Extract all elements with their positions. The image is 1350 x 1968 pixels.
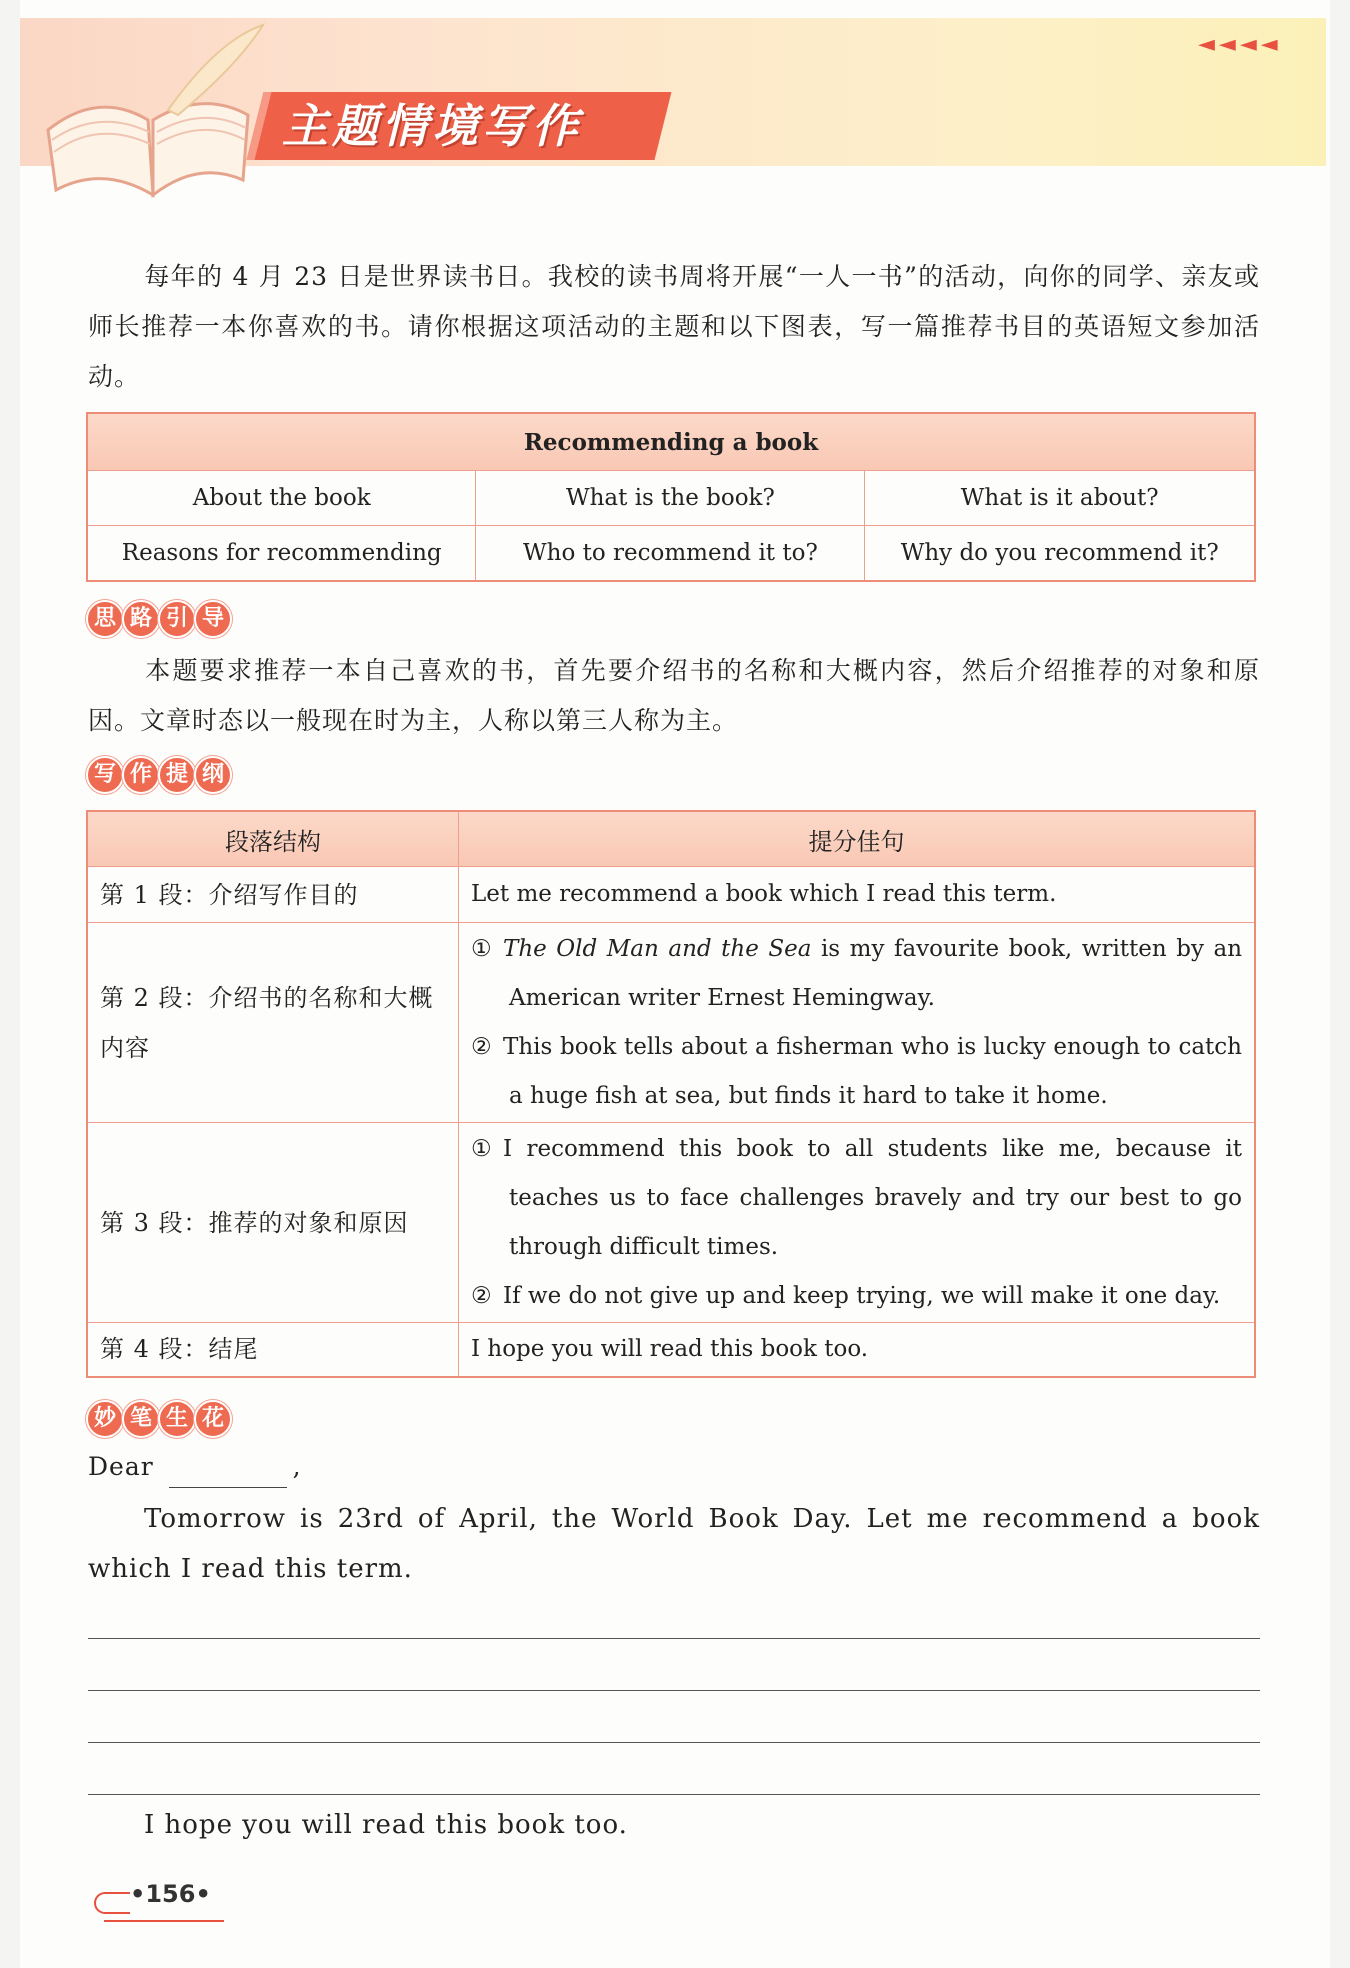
outline-label: 第 3 段：推荐的对象和原因 [87,1123,459,1323]
outline-sentence [471,925,1242,1023]
table-cell: About the book [87,471,476,526]
page-number: •156• [130,1880,211,1908]
outline-header-structure: 段落结构 [87,811,459,867]
writing-line[interactable] [88,1638,1260,1639]
outline-sentence: Let me recommend a book which I read this term. [459,867,1256,923]
outline-cell [459,923,1256,1123]
writing-line[interactable] [88,1690,1260,1691]
table-cell: What is it about? [865,471,1255,526]
tag-char: 妙 [86,1400,124,1438]
outline-cell [459,1123,1256,1323]
writing-line[interactable] [88,1742,1260,1743]
recommend-table [86,412,1256,582]
outline-table [86,810,1256,1378]
outline-sentence [471,1125,1242,1272]
table-cell: Who to recommend it to? [476,526,865,582]
opening-text: Tomorrow is 23rd of April, the World Book Day. Let me recommend a book which I read this term. [88,1504,1260,1584]
number-marker: ① [471,935,492,962]
table-cell: What is the book? [476,471,865,526]
recipient-blank[interactable] [169,1459,287,1488]
salutation [88,1446,1260,1488]
sentence-text: This book tells about a fisherman who is lucky enough to catch a huge fish at sea, but finds it hard to take it home. [503,1033,1242,1109]
outline-label: 第 1 段：介绍写作目的 [87,867,459,923]
decorative-arrows-icon: ◄◄◄◄ [1198,32,1282,57]
tag-char: 路 [122,600,160,638]
tag-char: 思 [86,600,124,638]
letter-closing [88,1800,1260,1850]
guide-paragraph [88,646,1260,746]
table-cell: Why do you recommend it? [865,526,1255,582]
tag-char: 花 [194,1400,232,1438]
tag-char: 纲 [194,756,232,794]
page-number-underline [104,1920,224,1922]
outline-sentence [471,1272,1242,1321]
number-marker: ② [471,1282,492,1309]
recommend-table-title: Recommending a book [87,413,1255,471]
dear-text: Dear [88,1452,154,1481]
tag-char: 写 [86,756,124,794]
number-marker: ① [471,1135,492,1162]
outline-label: 第 4 段：结尾 [87,1323,459,1377]
table-cell: Reasons for recommending [87,526,476,582]
tag-char: 作 [122,756,160,794]
open-book-icon [28,20,278,210]
closing-text: I hope you will read this book too. [144,1810,628,1840]
guide-text: 本题要求推荐一本自己喜欢的书，首先要介绍书的名称和大概内容，然后介绍推荐的对象和原因。文章时态以一般现在时为主，人称以第三人称为主。 [88,656,1260,735]
outline-sentence: I hope you will read this book too. [459,1323,1256,1377]
tag-char: 笔 [122,1400,160,1438]
tag-char: 导 [194,600,232,638]
tag-char: 引 [158,600,196,638]
number-marker: ② [471,1033,492,1060]
outline-header-sentences: 提分佳句 [459,811,1256,867]
sentence-text: If we do not give up and keep trying, we will make it one day. [503,1282,1221,1309]
sentence-text: I recommend this book to all students like me, because it teaches us to face challenges bravely and try our best to go through difficult times. [503,1135,1242,1260]
page-number-decoration [94,1892,130,1914]
intro-text: 每年的 4 月 23 日是世界读书日。我校的读书周将开展“一人一书”的活动，向你的同学、亲友或师长推荐一本你喜欢的书。请你根据这项活动的主题和以下图表，写一篇推荐书目的英语短文参加活动。 [88,262,1260,391]
outline-sentence [471,1023,1242,1121]
tag-char: 提 [158,756,196,794]
intro-paragraph [88,252,1260,402]
sentence-text: is my favourite book, written by an American writer Ernest Hemingway. [509,935,1243,1011]
comma-text: , [292,1452,302,1481]
letter-opening [88,1494,1260,1594]
section-tag-writing [86,1400,230,1440]
page-title: 主题情境写作 [282,99,582,153]
tag-char: 生 [158,1400,196,1438]
book-title: The Old Man and the Sea [503,935,812,962]
section-tag-thinking-guide [86,600,230,640]
writing-line[interactable] [88,1794,1260,1795]
section-tag-outline [86,756,230,796]
outline-label: 第 2 段：介绍书的名称和大概内容 [87,923,459,1123]
